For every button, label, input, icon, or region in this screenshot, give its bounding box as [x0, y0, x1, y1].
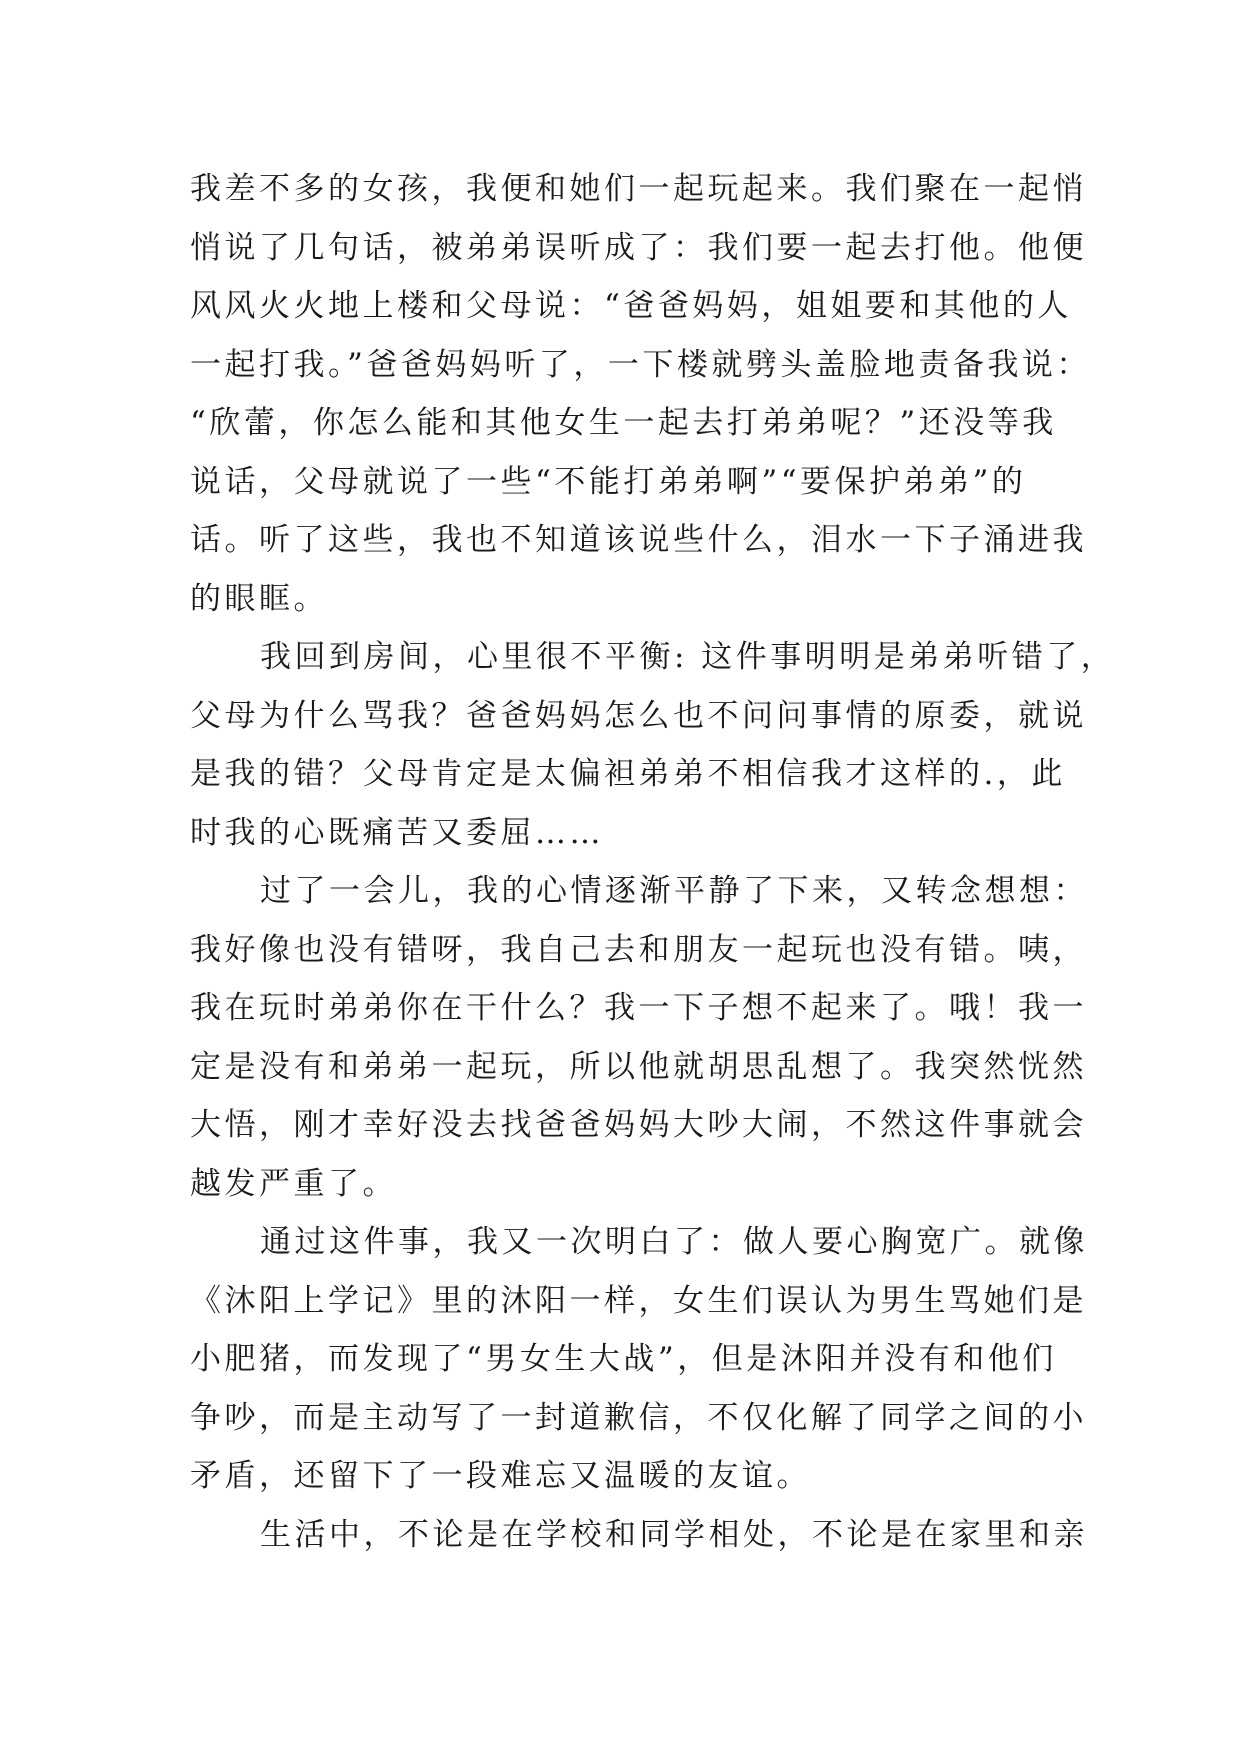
text-line: “欣蕾，你怎么能和其他女生一起去打弟弟呢？”还没等我 — [190, 405, 1057, 441]
text-line: 的眼眶。 — [190, 580, 328, 617]
text-line: 是我的错？父母肯定是太偏袒弟弟不相信我才这样的.，此 — [190, 756, 1066, 792]
text-line: 《沐阳上学记》里的沐阳一样，女生们误认为男生骂她们是 — [190, 1282, 1087, 1319]
text-line: 大悟，刚才幸好没去找爸爸妈妈大吵大闹，不然这件事就会 — [190, 1107, 1087, 1143]
paragraph-first-line: 我回到房间，心里很不平衡: 这件事明明是弟弟听错了， — [260, 639, 1116, 675]
text-line: 悄说了几句话，被弟弟误听成了：我们要一起去打他。他便 — [190, 229, 1087, 266]
text-line: 话。听了这些，我也不知道该说些什么，泪水一下子涌进我 — [190, 522, 1087, 558]
paragraph-first-line: 生活中，不论是在学校和同学相处，不论是在家里和亲 — [260, 1516, 1088, 1553]
text-line: 时我的心既痛苦又委屈…… — [190, 814, 604, 851]
text-line: 父母为什么骂我？爸爸妈妈怎么也不问问事情的原委，就说 — [190, 697, 1087, 734]
text-line: 我差不多的女孩，我便和她们一起玩起来。我们聚在一起悄 — [190, 171, 1087, 207]
text-line: 越发严重了。 — [190, 1165, 397, 1202]
text-line: 定是没有和弟弟一起玩，所以他就胡思乱想了。我突然恍然 — [190, 1048, 1087, 1085]
text-line: 争吵，而是主动写了一封道歉信，不仅化解了同学之间的小 — [190, 1399, 1087, 1436]
text-line: 一起打我。”爸爸妈妈听了，一下楼就劈头盖脸地责备我说： — [190, 346, 1091, 383]
text-line: 小肥猪，而发现了“男女生大战”，但是沐阳并没有和他们 — [190, 1341, 1057, 1377]
text-line: 矛盾，还留下了一段难忘又温暖的友谊。 — [190, 1458, 811, 1494]
text-line: 说话，父母就说了一些“不能打弟弟啊”“要保护弟弟”的 — [190, 463, 1027, 500]
text-line: 风风火火地上楼和父母说：“爸爸妈妈，姐姐要和其他的人 — [190, 288, 1072, 324]
text-line: 我好像也没有错呀，我自己去和朋友一起玩也没有错。咦， — [190, 931, 1087, 968]
body-text — [190, 160, 1116, 1564]
text-line: 我在玩时弟弟你在干什么？我一下子想不起来了。哦！我一 — [190, 990, 1087, 1026]
paragraph-first-line: 通过这件事，我又一次明白了：做人要心胸宽广。就像 — [260, 1224, 1088, 1260]
paragraph-first-line: 过了一会儿，我的心情逐渐平静了下来，又转念想想： — [260, 873, 1088, 909]
